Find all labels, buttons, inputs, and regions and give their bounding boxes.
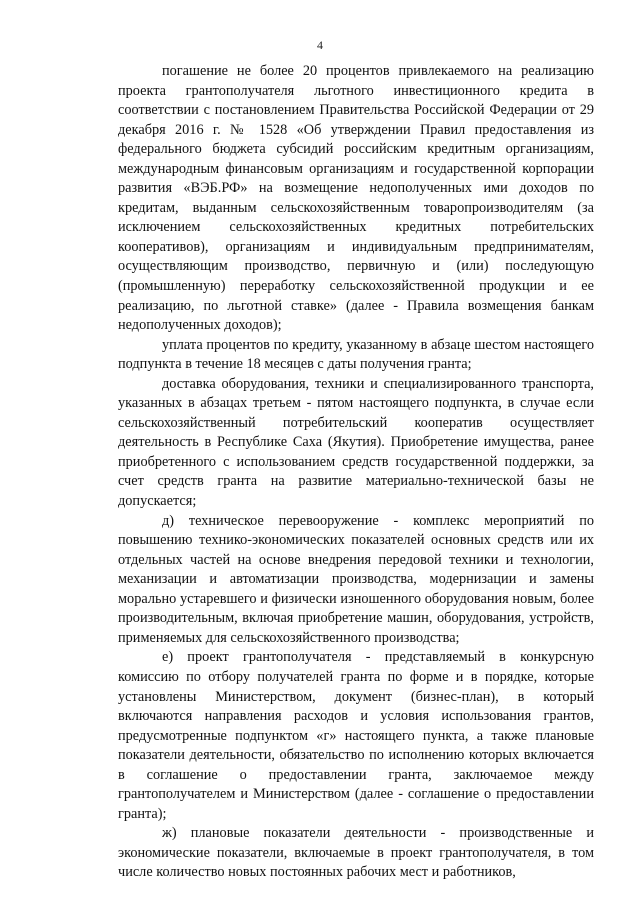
paragraph-loan-repayment: погашение не более 20 процентов привлекаемого на реализацию проекта грантополучателя льготного инвестиционного кредита в соответствии с постановлением Правительства Российской Федерации от 29 декабря 2016 г. № 1528 «Об утверждении Правил предоставления из федерального бюджета субсидий российским кредитным организациям, международным финансовым организациям и государственной корпорации развития «ВЭБ.РФ» на возмещение недополученных ими доходов по кредитам, выданным сельскохозяйственным товаропроизводителям (за исключением сельскохозяйственных кредитных потребительских кооперативов), организациям и индивидуальным предпринимателям, осуществляющим производство, первичную и (или) последующую (промышленную) переработку сельскохозяйственной продукции и ее реализацию, по льготной ставке» (далее - Правила возмещения банкам недополученных доходов); — [118, 63, 594, 334]
paragraph-planned-indicators: ж) плановые показатели деятельности - производственные и экономические показатели, включаемые в проект грантополучателя, в том числе количество новых постоянных рабочих мест и работников, — [118, 825, 594, 881]
paragraph-grantee-project: е) проект грантополучателя - представляемый в конкурсную комиссию по отбору получателей гранта по форме и в порядке, которые установлены Министерством, документ (бизнес-план), в который включаются направления расходов и условия использования грантов, предусмотренные подпунктом «г» настоящего пункта, а также плановые показатели деятельности, обязательство по исполнению которых включается в соглашение о предоставлении гранта, заключаемое между грантополучателем и Министерством (далее - соглашение о предоставлении гранта); — [118, 649, 594, 822]
page-number: 4 — [317, 38, 323, 52]
paragraph-equipment-delivery: доставка оборудования, техники и специализированного транспорта, указанных в абзацах третьем - пятом настоящего подпункта, в случае если сельскохозяйственный потребительский кооператив осуществляет деятельность в Республике Саха (Якутия). Приобретение имущества, ранее приобретенного с использованием средств государственной поддержки, за счет средств гранта на развитие материально-технической базы не допускается; — [118, 375, 594, 510]
paragraph-interest-payment: уплата процентов по кредиту, указанному в абзаце шестом настоящего подпункта в течение 18 месяцев с даты получения гранта; — [118, 336, 594, 373]
paragraph-technical-reequipment: д) техническое перевооружение - комплекс мероприятий по повышению технико-экономических показателей основных средств или их отдельных частей на основе внедрения передовой техники и технологии, механизации и автоматизации производства, модернизации и замены морально устаревшего и физически изношенного оборудования новым, более производительным, включая приобретение машин, оборудования, устройств, применяемых для сельскохозяйственного производства; — [118, 512, 594, 646]
document-body — [118, 62, 594, 883]
